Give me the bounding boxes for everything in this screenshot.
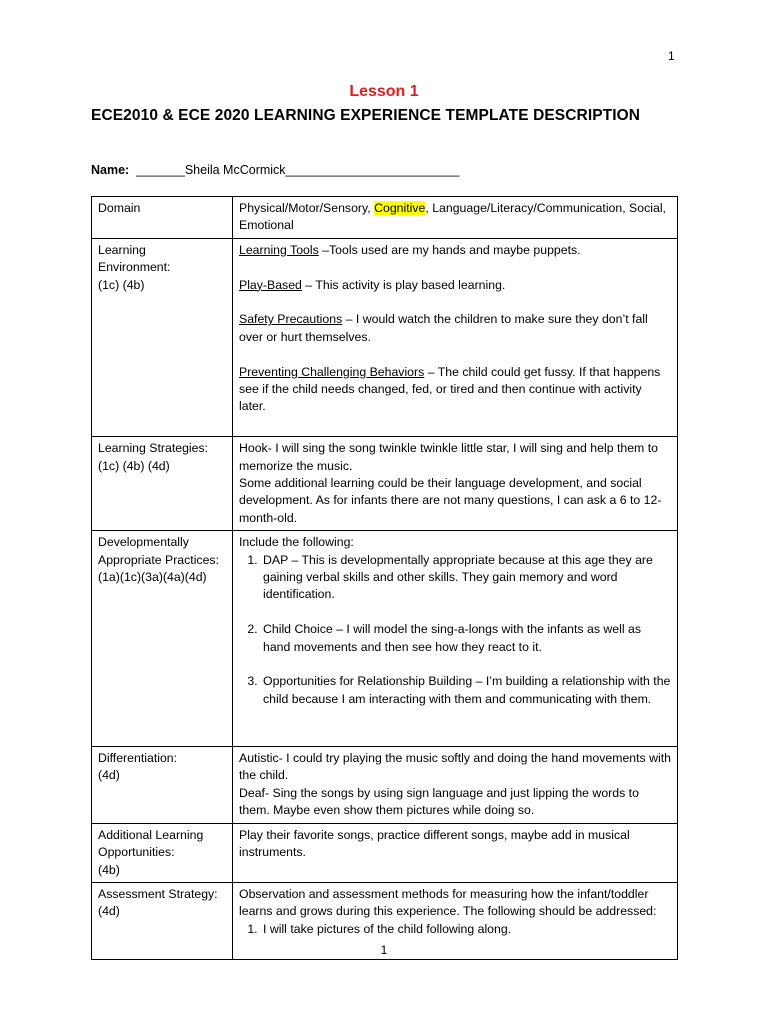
dap-item-1: 1. DAP – This is developmentally appropriate because at this age they are gaining verbal skills and other skills. They gain memory and word identification. — [261, 552, 671, 604]
learning-tools-text: –Tools used are my hands and maybe puppets. — [318, 242, 581, 257]
dap-label-line2: Appropriate Practices: — [98, 552, 219, 567]
table-row-additional — [92, 823, 678, 882]
dap-list-2 — [239, 621, 671, 656]
play-based-heading: Play-Based — [239, 277, 302, 292]
assessment-label-line2: (4d) — [98, 904, 120, 919]
play-based — [239, 277, 671, 294]
assessment-text: Observation and assessment methods for measuring how the infant/toddler learns and grows during this experience. The following should be addressed: — [239, 886, 657, 919]
domain-text-pre: Physical/Motor/Sensory, — [239, 201, 375, 215]
table-row-strategies — [92, 437, 678, 531]
learning-tools — [239, 242, 671, 259]
additional-label — [92, 823, 233, 882]
differentiation-label-line1: Differentiation: — [98, 751, 178, 766]
additional-label-line1: Additional Learning — [98, 827, 204, 842]
differentiation-value — [233, 747, 678, 824]
name-value: _______Sheila McCormick_________________________ — [136, 163, 460, 177]
template-table — [91, 196, 678, 960]
safety-precautions-text: – I would watch the children to make sure they don’t fall over or hurt themselves. — [239, 312, 648, 344]
assessment-label-line1: Assessment Strategy: — [98, 886, 218, 901]
strategies-label-line2: (1c) (4b) (4d) — [98, 458, 170, 473]
document-title: ECE2010 & ECE 2020 LEARNING EXPERIENCE TEMPLATE DESCRIPTION — [91, 107, 641, 124]
dap-label-line1: Developmentally — [98, 535, 189, 550]
play-based-text: – This activity is play based learning. — [301, 277, 506, 292]
preventing-behaviors-text: – The child could get fussy. If that happens see if the child needs changed, fed, or tired and then continue with activity later. — [239, 364, 661, 414]
table-row-domain — [92, 197, 678, 239]
table-row-differentiation — [92, 747, 678, 824]
strategies-value — [233, 437, 678, 531]
environment-label-line3: (1c) (4b) — [98, 277, 145, 292]
preventing-behaviors-heading: Preventing Challenging Behaviors — [239, 364, 425, 379]
assessment-item-1: 1. I will take pictures of the child following along. — [261, 921, 671, 938]
table-row-environment — [92, 238, 678, 436]
safety-precautions-heading: Safety Precautions — [239, 312, 343, 327]
strategies-label — [92, 437, 233, 531]
lesson-heading: Lesson 1 — [349, 83, 419, 100]
dap-item-3: 3. Opportunities for Relationship Building – I’m building a relationship with the child because I am interacting with them and communicating with them. — [261, 673, 671, 708]
strategies-hook: Hook- I will sing the song twinkle twinkle little star, I will sing and help them to memorize the music. — [239, 441, 658, 473]
dap-list — [239, 552, 671, 604]
dap-value — [233, 531, 678, 747]
assessment-list — [239, 921, 671, 938]
dap-item-2: 2. Child Choice – I will model the sing-a-longs with the infants as well as hand movements and then see how they react to it. — [261, 621, 671, 656]
environment-value — [233, 238, 678, 436]
page-number-top: 1 — [668, 49, 675, 63]
dap-label-line3: (1a)(1c)(3a)(4a)(4d) — [98, 570, 207, 585]
domain-label: Domain — [92, 197, 233, 239]
name-label: Name: — [91, 163, 130, 177]
dap-intro: Include the following: — [239, 535, 354, 550]
environment-label-line1: Learning — [98, 242, 146, 257]
domain-value — [233, 197, 678, 239]
strategies-additional: Some additional learning could be their language development, and social development. As for infants there are not many questions, I can ask a 6 to 12-month-old. — [239, 476, 662, 525]
preventing-behaviors — [239, 364, 671, 416]
dap-label — [92, 531, 233, 747]
additional-label-line3: (4b) — [98, 862, 120, 877]
environment-label-line2: Environment: — [98, 260, 171, 275]
safety-precautions — [239, 311, 671, 346]
differentiation-label-line2: (4d) — [98, 768, 120, 783]
domain-highlight: Cognitive — [374, 201, 426, 215]
additional-label-line2: Opportunities: — [98, 845, 175, 860]
learning-tools-heading: Learning Tools — [239, 242, 319, 257]
table-row-dap — [92, 531, 678, 747]
differentiation-deaf: Deaf- Sing the songs by using sign language and just lipping the words to them. Maybe even show them pictures while doing so. — [239, 785, 639, 818]
page-number-bottom: 1 — [380, 943, 388, 957]
additional-value: Play their favorite songs, practice different songs, maybe add in musical instruments. — [233, 823, 678, 882]
strategies-label-line1: Learning Strategies: — [98, 441, 209, 456]
name-line — [91, 163, 459, 177]
dap-list-3 — [239, 673, 671, 708]
environment-label — [92, 238, 233, 436]
differentiation-label — [92, 747, 233, 824]
differentiation-autistic: Autistic- I could try playing the music softly and doing the hand movements with the child. — [239, 751, 671, 783]
domain-text-post: , Language/Literacy/Communication, Social, Emotional — [239, 201, 666, 233]
